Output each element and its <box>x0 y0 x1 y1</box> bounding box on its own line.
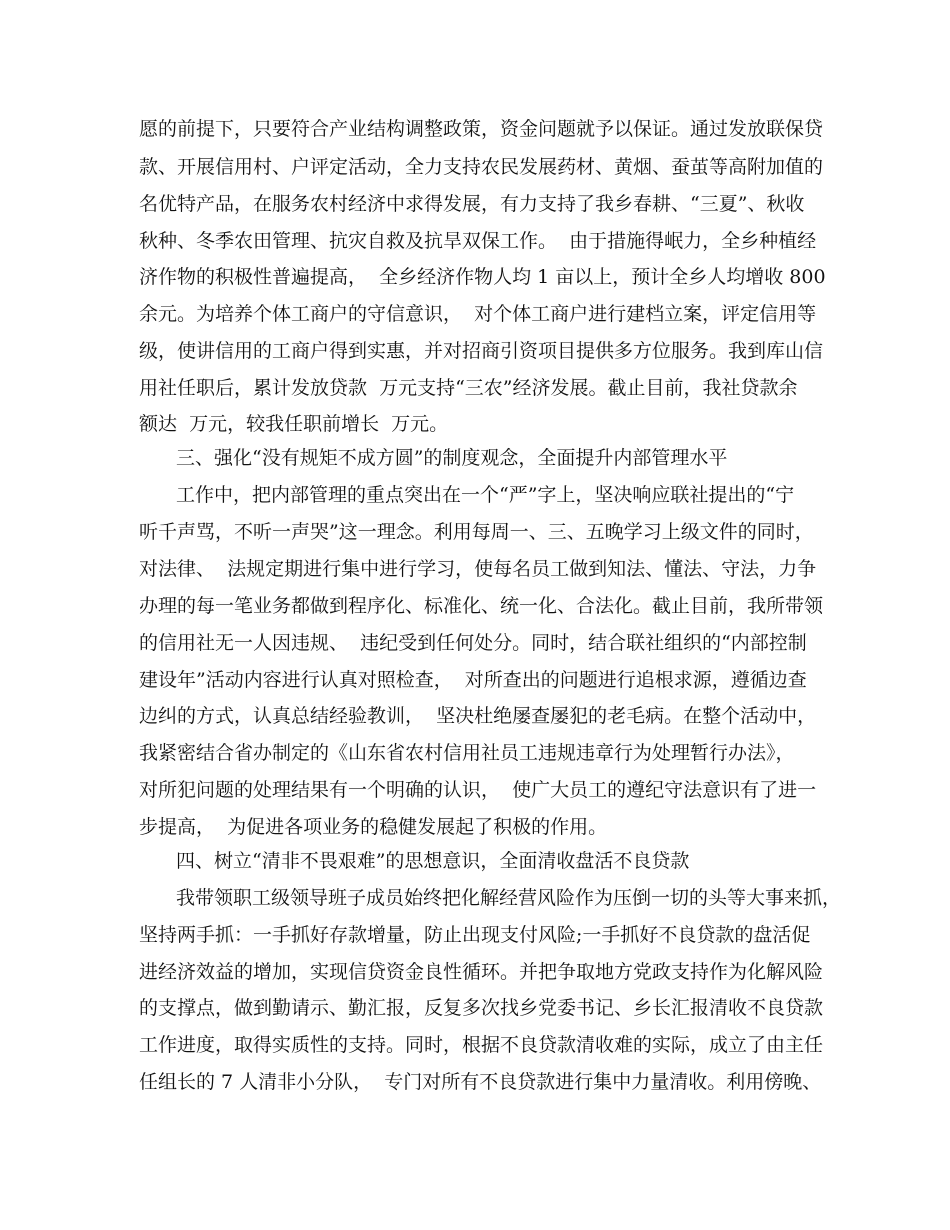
text-line: 听千声骂，不听一声哭”这一理念。利用每周一、三、五晚学习上级文件的同时， <box>139 521 814 543</box>
section-heading: 四、树立“清非不畏艰难”的思想意识，全面清收盘活不良贷款 <box>176 850 690 872</box>
text-line: 秋种、冬季农田管理、抗灾自救及抗旱双保工作。 由于措施得岷力，全乡种植经 <box>139 230 817 252</box>
text-line: 的支撑点，做到勤请示、勤汇报，反复多次找乡党委书记、乡长汇报清收不良贷款 <box>139 997 824 1019</box>
text-line: 建设年”活动内容进行认真对照检查， 对所查出的问题进行追根求源，遵循边查 <box>139 669 807 691</box>
text-line: 我带领职工级领导班子成员始终把化解经营风险作为压倒一切的头等大事来抓， <box>176 887 842 909</box>
text-line: 余元。为培养个体工商户的守信意识， 对个体工商户进行建档立案，评定信用等 <box>139 303 817 325</box>
text-line: 进经济效益的增加，实现信贷资金良性循环。并把争取地方党政支持作为化解风险 <box>139 961 824 983</box>
text-line: 额达 万元，较我任职前增长 万元。 <box>139 413 449 435</box>
section-heading: 三、强化“没有规矩不成方圆”的制度观念，全面提升内部管理水平 <box>176 447 728 469</box>
text-line: 济作物的积极性普遍提高， 全乡经济作物人均 1 亩以上，预计全乡人均增收 800 <box>139 266 826 288</box>
text-line: 工作中，把内部管理的重点突出在一个“严”字上，坚决响应联社提出的“宁 <box>176 484 795 506</box>
text-line: 工作进度，取得实质性的支持。同时，根据不良贷款清收难的实际，成立了由主任 <box>139 1034 824 1056</box>
text-line: 边纠的方式，认真总结经验教训， 坚决杜绝屡查屡犯的老毛病。在整个活动中， <box>139 705 817 727</box>
text-line: 级，使讲信用的工商户得到实惠，并对招商引资项目提供多方位服务。我到库山信 <box>139 340 824 362</box>
text-line: 对所犯问题的处理结果有一个明确的认识， 使广大员工的遵纪守法意识有了进一 <box>139 779 817 801</box>
text-line: 名优特产品，在服务农村经济中求得发展，有力支持了我乡春耕、“三夏”、秋收 <box>139 193 805 215</box>
text-line: 坚持两手抓：一手抓好存款增量，防止出现支付风险;一手抓好不良贷款的盘活促 <box>139 924 811 946</box>
text-line: 用社任职后，累计发放贷款 万元支持“三农”经济发展。截止目前，我社贷款余 <box>139 377 798 399</box>
text-line: 我紧密结合省办制定的《山东省农村信用社员工违规违章行为处理暂行办法》， <box>139 742 795 764</box>
text-line: 步提高， 为促进各项业务的稳健发展起了积极的作用。 <box>139 816 608 838</box>
text-line: 款、开展信用村、户评定活动，全力支持农民发展药材、黄烟、蚕茧等高附加值的 <box>139 156 824 178</box>
text-line: 对法律、 法规定期进行集中进行学习，使每名员工做到知法、懂法、守法，力争 <box>139 558 817 580</box>
text-line: 办理的每一笔业务都做到程序化、标准化、统一化、合法化。截止目前，我所带领 <box>139 595 824 617</box>
text-line: 愿的前提下，只要符合产业结构调整政策，资金问题就予以保证。通过发放联保贷 <box>139 118 824 140</box>
text-line: 的信用社无一人因违规、 违纪受到任何处分。同时，结合联社组织的“内部控制 <box>139 632 807 654</box>
text-line: 任组长的 7 人清非小分队， 专门对所有不良贷款进行集中力量清收。利用傍晚、 <box>139 1071 822 1093</box>
